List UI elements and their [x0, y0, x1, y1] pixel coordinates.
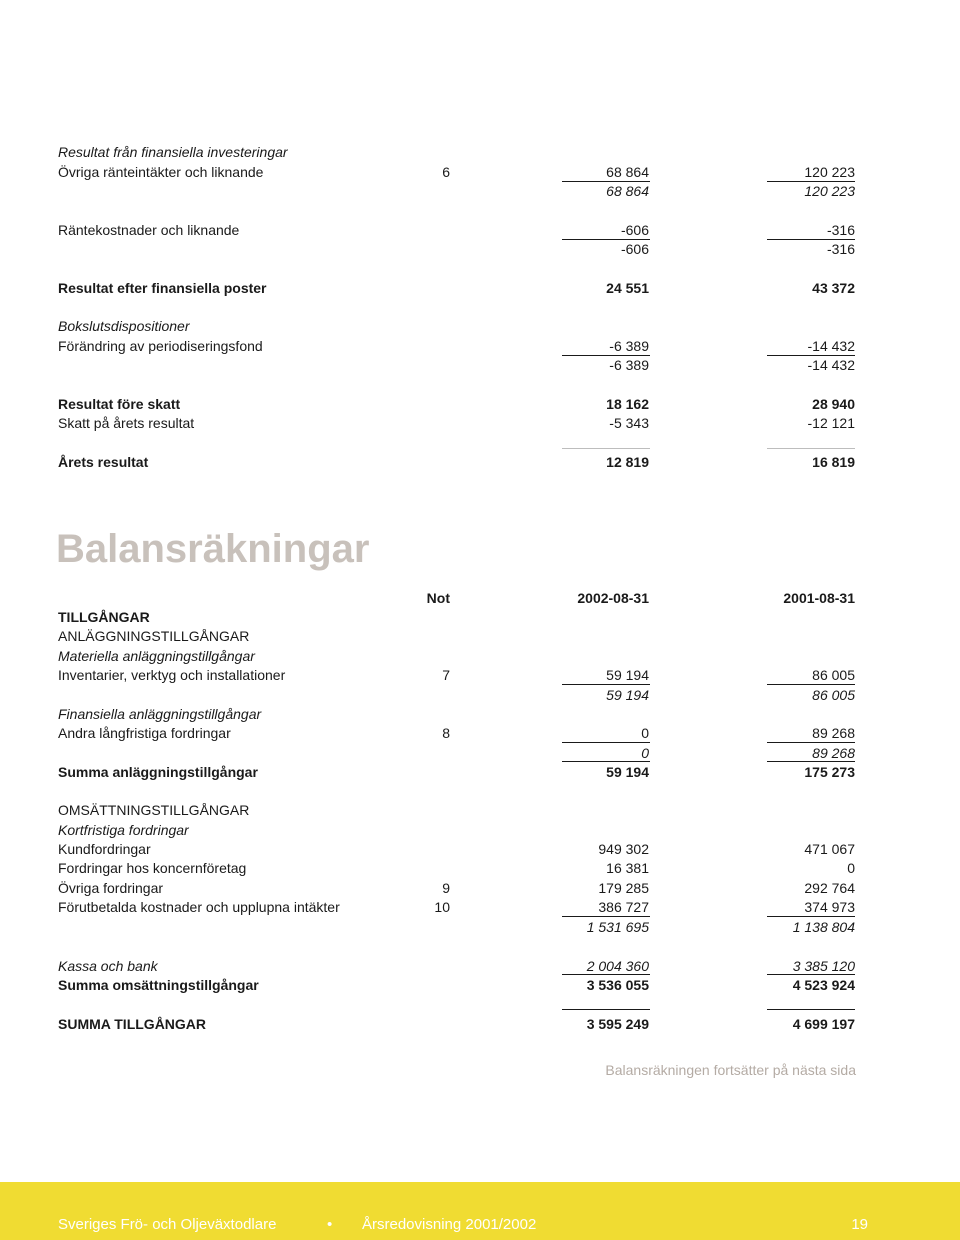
- value-2002: 59 194: [606, 764, 649, 780]
- result-before-tax-row: [58, 394, 858, 414]
- value-2001: 4 699 197: [792, 1016, 855, 1032]
- note-ref: 7: [442, 667, 450, 683]
- financial-assets-heading: [58, 704, 858, 724]
- value-2001: -316: [826, 222, 855, 238]
- section-heading: Kortfristiga fordringar: [58, 822, 189, 838]
- fixed-assets-heading: [58, 626, 858, 646]
- row-label: Kassa och bank: [58, 958, 158, 974]
- long-term-receivables-row: [58, 723, 858, 743]
- customer-receivables-row: [58, 839, 858, 859]
- short-term-subtotal: [58, 917, 858, 937]
- row-label: Förändring av periodiseringsfond: [58, 338, 263, 354]
- tax-row: [58, 413, 858, 433]
- year-result-row: [58, 452, 858, 472]
- value-2001: 0: [847, 860, 855, 876]
- other-interest-subtotal: [58, 181, 858, 201]
- result-after-financial-row: [58, 278, 858, 298]
- assets-heading: [58, 607, 858, 627]
- rule-2002: [562, 448, 650, 449]
- other-receivables-row: [58, 878, 858, 898]
- value-2002: 179 285: [598, 880, 649, 896]
- prepaid-expenses-row: [58, 897, 858, 917]
- fixed-assets-total-row: [58, 762, 858, 782]
- financial-subtotal: [58, 743, 858, 763]
- value-2001: 16 819: [812, 454, 855, 470]
- row-label: Resultat efter finansiella poster: [58, 280, 267, 296]
- section-heading: Resultat från finansiella investeringar: [58, 144, 288, 160]
- row-label: Fordringar hos koncernföretag: [58, 860, 247, 876]
- date-header-2001: 2001-08-31: [783, 590, 855, 606]
- value-2001: -12 121: [807, 415, 855, 431]
- value-2001: 175 273: [804, 764, 855, 780]
- footer-bullet: •: [327, 1216, 333, 1233]
- value-2001: 28 940: [812, 396, 855, 412]
- value-2001: 86 005: [812, 687, 855, 703]
- note-ref: 6: [442, 164, 450, 180]
- cash-bank-row: [58, 956, 858, 976]
- value-2002: 3 595 249: [586, 1016, 649, 1032]
- row-label: Övriga ränteintäkter och liknande: [58, 164, 264, 180]
- row-label: SUMMA TILLGÅNGAR: [58, 1016, 207, 1032]
- value-2002: 59 194: [606, 667, 649, 683]
- continues-note: Balansräkningen fortsätter på nästa sida: [605, 1062, 856, 1078]
- interest-costs-subtotal: [58, 239, 858, 259]
- financial-investments-heading: [58, 142, 858, 162]
- value-2002: 59 194: [606, 687, 649, 703]
- section-heading: ANLÄGGNINGSTILLGÅNGAR: [58, 628, 250, 644]
- value-2002: 3 536 055: [586, 977, 649, 993]
- value-2001: 43 372: [812, 280, 855, 296]
- value-2001: 3 385 120: [792, 958, 855, 974]
- footer-organisation: Sveriges Frö- och Oljeväxtodlare: [58, 1216, 277, 1233]
- group-receivables-row: [58, 858, 858, 878]
- note-header: Not: [426, 590, 450, 606]
- value-2002: 24 551: [606, 280, 649, 296]
- value-2001: 1 138 804: [792, 919, 855, 935]
- value-2002: 2 004 360: [586, 958, 649, 974]
- note-ref: 8: [442, 725, 450, 741]
- value-2001: -14 432: [807, 357, 855, 373]
- column-headers: [58, 588, 858, 608]
- equipment-row: [58, 665, 858, 685]
- appropriations-heading: [58, 316, 858, 336]
- row-label: Årets resultat: [58, 454, 149, 470]
- tangible-subtotal: [58, 685, 858, 705]
- current-assets-total-row: [58, 975, 858, 995]
- value-2001: 471 067: [804, 841, 855, 857]
- section-heading: TILLGÅNGAR: [58, 609, 150, 625]
- rule-2001: [767, 1009, 855, 1010]
- current-assets-heading: [58, 800, 858, 820]
- value-2001: 89 268: [812, 725, 855, 741]
- row-label: Summa omsättningstillgångar: [58, 977, 259, 993]
- short-term-receivables-heading: [58, 820, 858, 840]
- value-2002: 68 864: [606, 183, 649, 199]
- value-2001: 4 523 924: [792, 977, 855, 993]
- section-heading: OMSÄTTNINGSTILLGÅNGAR: [58, 802, 250, 818]
- value-2002: -6 389: [609, 338, 649, 354]
- page-number: 19: [851, 1216, 868, 1233]
- footer-band: [0, 1182, 960, 1240]
- value-2002: -606: [620, 241, 649, 257]
- section-heading: Bokslutsdispositioner: [58, 318, 190, 334]
- rule-2001: [767, 448, 855, 449]
- section-heading: Materiella anläggningstillgångar: [58, 648, 255, 664]
- page-title: Balansräkningar: [56, 527, 370, 571]
- value-2002: -606: [620, 222, 649, 238]
- value-2002: 68 864: [606, 164, 649, 180]
- note-ref: 10: [434, 899, 450, 915]
- periodisation-subtotal: [58, 355, 858, 375]
- value-2002: 12 819: [606, 454, 649, 470]
- value-2002: 0: [641, 725, 649, 741]
- value-2001: -14 432: [807, 338, 855, 354]
- row-label: Andra långfristiga fordringar: [58, 725, 231, 741]
- value-2001: 86 005: [812, 667, 855, 683]
- value-2002: -5 343: [609, 415, 649, 431]
- interest-costs-row: [58, 220, 858, 240]
- value-2001: 89 268: [812, 745, 855, 761]
- value-2002: 1 531 695: [586, 919, 649, 935]
- value-2002: 949 302: [598, 841, 649, 857]
- date-header-2002: 2002-08-31: [577, 590, 649, 606]
- value-2002: 386 727: [598, 899, 649, 915]
- note-ref: 9: [442, 880, 450, 896]
- value-2002: -6 389: [609, 357, 649, 373]
- row-label: Kundfordringar: [58, 841, 151, 857]
- value-2001: -316: [826, 241, 855, 257]
- value-2001: 292 764: [804, 880, 855, 896]
- row-label: Skatt på årets resultat: [58, 415, 195, 431]
- row-label: Inventarier, verktyg och installationer: [58, 667, 286, 683]
- periodisation-row: [58, 336, 858, 356]
- footer-report-title: Årsredovisning 2001/2002: [362, 1216, 537, 1233]
- row-label: Förutbetalda kostnader och upplupna intäkter: [58, 899, 340, 915]
- value-2002: 18 162: [606, 396, 649, 412]
- total-assets-row: [58, 1014, 858, 1034]
- value-2002: 0: [641, 745, 649, 761]
- row-label: Resultat före skatt: [58, 396, 181, 412]
- row-label: Summa anläggningstillgångar: [58, 764, 258, 780]
- value-2001: 120 223: [804, 183, 855, 199]
- rule-2002: [562, 1009, 650, 1010]
- value-2001: 374 973: [804, 899, 855, 915]
- section-heading: Finansiella anläggningstillgångar: [58, 706, 262, 722]
- other-interest-row: [58, 162, 858, 182]
- row-label: Räntekostnader och liknande: [58, 222, 240, 238]
- value-2001: 120 223: [804, 164, 855, 180]
- tangible-assets-heading: [58, 646, 858, 666]
- row-label: Övriga fordringar: [58, 880, 164, 896]
- value-2002: 16 381: [606, 860, 649, 876]
